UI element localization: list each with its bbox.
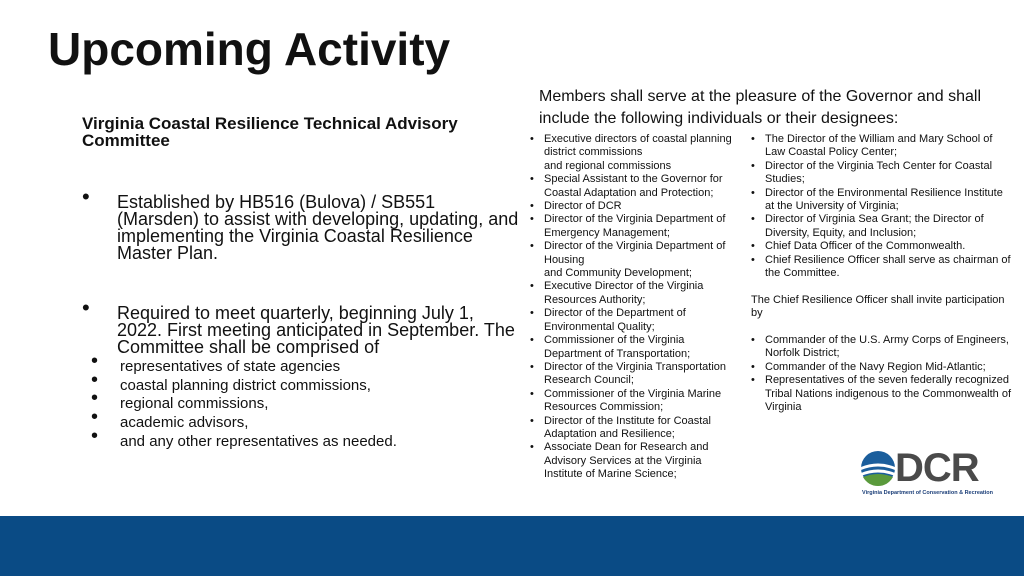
composition-item [91, 424, 522, 452]
bullet-dot-icon: • [751, 360, 755, 373]
member-item [530, 361, 736, 388]
bullet-dot-icon: • [530, 360, 534, 373]
member-text: Director of the Department of Environmental Quality; [544, 307, 686, 333]
bullet-established [82, 184, 522, 263]
dcr-logo [860, 446, 994, 500]
member-item [530, 213, 736, 240]
composition-text: regional commissions, [120, 395, 269, 413]
member-text: Executive Director of the Virginia Resources Authority; [544, 280, 704, 306]
member-text: Commander of the U.S. Army Corps of Engineers, Norfolk District; [765, 334, 1009, 360]
bullet-text: Required to meet quarterly, beginning July 1, 2022. First meeting anticipated in September. The Committee shall be comprised of [117, 303, 515, 357]
member-item [751, 213, 1013, 240]
bullet-dot-icon: • [751, 240, 755, 253]
bullet-dot-icon: • [530, 133, 534, 145]
member-text: Chief Resilience Officer shall serve as chairman of the Committee. [765, 253, 1011, 280]
member-text: Director of DCR [544, 200, 622, 213]
member-text: Director of Virginia Sea Grant; the Director of Diversity, Equity, and Inclusion; [765, 213, 984, 239]
members-column-left [530, 133, 736, 482]
member-item [530, 133, 736, 173]
composition-item [91, 350, 522, 377]
bullet-dot-icon: • [530, 441, 534, 454]
members-list-left [530, 133, 736, 482]
member-text: Commissioner of the Virginia Department of Transportation; [544, 334, 691, 360]
bullet-dot-icon: • [751, 213, 755, 226]
member-text: Director of the Virginia Department of Emergency Management; [544, 213, 726, 239]
member-text: Special Assistant to the Governor for Coastal Adaptation and Protection; [544, 173, 723, 199]
logo-text: DCR [895, 446, 979, 490]
member-item [530, 415, 736, 442]
composition-list [82, 350, 522, 452]
members-list-right [751, 133, 1013, 280]
members-intro: Members shall serve at the pleasure of the Governor and shall include the following individuals or their designees: [539, 88, 982, 127]
bullet-dot-icon: • [751, 133, 755, 145]
invite-note: The Chief Resilience Officer shall invite participation by [751, 293, 1005, 320]
member-text: Director of the Environmental Resilience Institute at the University of Virginia; [765, 186, 1003, 213]
member-text: The Director of the William and Mary School of Law Coastal Policy Center; [765, 133, 993, 159]
member-text: Director of the Virginia Tech Center for Coastal Studies; [765, 159, 993, 186]
logo-caption: Virginia Department of Conservation & Recreation [862, 490, 994, 496]
member-item [751, 187, 1013, 214]
composition-item [91, 368, 522, 396]
members-column-right [751, 133, 1013, 415]
committee-name: Virginia Coastal Resilience Technical Advisory Committee [82, 114, 458, 150]
bullet-dot-icon: • [530, 173, 534, 186]
member-item [530, 307, 736, 334]
slide-title: Upcoming Activity [48, 23, 451, 75]
member-text: Chief Data Officer of the Commonwealth. [765, 240, 966, 253]
member-item [751, 254, 1013, 281]
bullet-dot-icon: • [751, 253, 755, 266]
dcr-globe-icon [860, 450, 896, 486]
bullet-dot-icon: • [751, 334, 755, 347]
bullet-dot-icon: • [530, 213, 534, 226]
invited-members-list [751, 334, 1013, 414]
member-text: Director of the Institute for Coastal Adaptation and Resilience; [544, 414, 711, 440]
member-item [751, 361, 1013, 374]
member-item [530, 200, 736, 213]
member-text: Director of the Virginia Department of Housing and Community Development; [544, 240, 726, 280]
member-item [530, 334, 736, 361]
member-text: Executive directors of coastal planning district commissions and regional commissions [544, 133, 732, 172]
member-item [530, 388, 736, 415]
composition-item [91, 406, 522, 433]
composition-text: representatives of state agencies [120, 358, 341, 375]
footer-band [0, 516, 1024, 576]
bullet-dot-icon: • [751, 159, 755, 172]
bullet-dot-icon: • [530, 280, 534, 293]
composition-text: coastal planning district commissions, [120, 376, 371, 394]
bullet-dot-icon: • [530, 334, 534, 347]
composition-text: and any other representatives as needed. [120, 432, 397, 450]
bullet-dot-icon: • [91, 406, 99, 429]
member-item [751, 374, 1013, 414]
bullet-dot-icon: • [530, 414, 534, 427]
bullet-dot-icon: • [530, 200, 534, 213]
bullet-dot-icon: • [530, 307, 534, 320]
member-item [530, 173, 736, 200]
bullet-dot-icon: • [82, 295, 90, 320]
bullet-dot-icon: • [530, 387, 534, 400]
bullet-meetings [82, 295, 522, 357]
member-item [530, 280, 736, 307]
member-text: Representatives of the seven federally recognized Tribal Nations indigenous to the Commonwealth of Virginia [765, 374, 1012, 414]
committee-section [82, 115, 522, 452]
member-text: Associate Dean for Research and Advisory Services at the Virginia Institute of Marine Science; [544, 441, 709, 481]
bullet-dot-icon: • [91, 368, 99, 391]
member-item [751, 334, 1013, 361]
bullet-text: Established by HB516 (Bulova) / SB551 (Marsden) to assist with developing, updating, and implementing the Virginia Coastal Resilience Master Plan. [117, 192, 519, 263]
member-item [530, 441, 736, 481]
bullet-dot-icon: • [91, 424, 99, 447]
bullet-dot-icon: • [82, 184, 90, 209]
bullet-dot-icon: • [91, 350, 99, 372]
bullet-dot-icon: • [751, 186, 755, 199]
member-text: Commander of the Navy Region Mid-Atlantic; [765, 360, 986, 373]
bullet-dot-icon: • [751, 374, 755, 387]
bullet-dot-icon: • [530, 240, 534, 253]
composition-item [91, 387, 522, 414]
member-text: Commissioner of the Virginia Marine Resources Commission; [544, 387, 722, 414]
member-item [530, 240, 736, 280]
member-text: Director of the Virginia Transportation Research Council; [544, 360, 726, 387]
bullet-dot-icon: • [91, 387, 99, 410]
composition-text: academic advisors, [120, 414, 249, 432]
member-item [751, 160, 1013, 187]
member-item [751, 240, 1013, 253]
member-item [751, 133, 1013, 160]
